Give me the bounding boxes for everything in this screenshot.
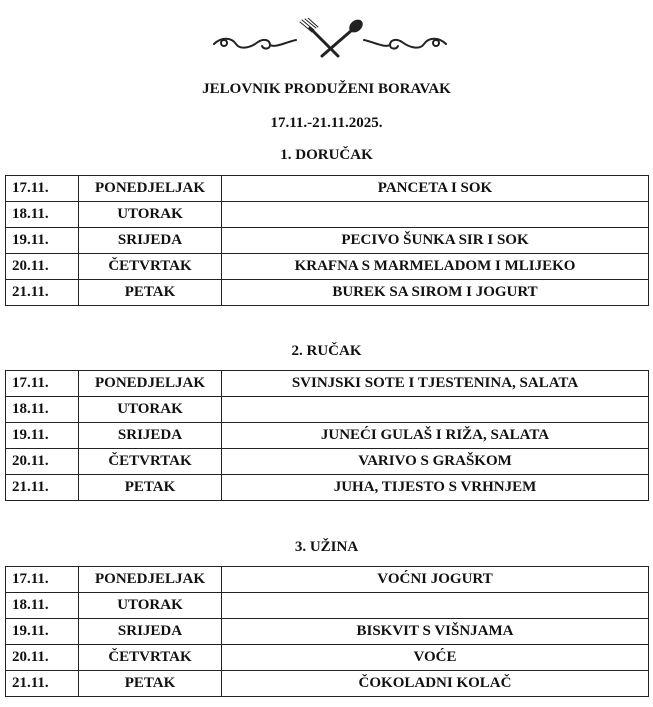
date-cell: 17.11. [6,371,79,397]
meal-cell: ČOKOLADNI KOLAČ [222,671,649,697]
table-row [6,254,649,280]
day-cell: PONEDJELJAK [79,176,222,202]
date-cell: 18.11. [6,397,79,423]
table-row [6,423,649,449]
day-cell: ČETVRTAK [79,645,222,671]
day-cell: SRIJEDA [79,228,222,254]
date-cell: 20.11. [6,645,79,671]
date-cell: 19.11. [6,228,79,254]
date-cell: 17.11. [6,567,79,593]
meal-cell: PANCETA I SOK [222,176,649,202]
date-cell: 17.11. [6,176,79,202]
table-row [6,228,649,254]
meal-cell: JUNEĆI GULAŠ I RIŽA, SALATA [222,423,649,449]
date-cell: 20.11. [6,254,79,280]
fork-and-spoon-flourish-icon [210,18,450,60]
meal-cell: JUHA, TIJESTO S VRHNJEM [222,475,649,501]
day-cell: PETAK [79,671,222,697]
day-cell: PONEDJELJAK [79,567,222,593]
date-cell: 21.11. [6,475,79,501]
section-title-snack: 3. UŽINA [294,539,359,555]
date-range: 17.11.-21.11.2025. [270,115,383,131]
page-title: JELOVNIK PRODUŽENI BORAVAK [202,81,451,97]
table-row [6,671,649,697]
meal-cell [222,397,649,423]
day-cell: PETAK [79,475,222,501]
meal-cell: BUREK SA SIROM I JOGURT [222,280,649,306]
meal-cell: VARIVO S GRAŠKOM [222,449,649,475]
table-row [6,449,649,475]
table-row [6,567,649,593]
lunch-table [5,370,649,501]
meal-cell [222,202,649,228]
section-title-lunch: 2. RUČAK [291,343,362,359]
meal-cell: VOĆNI JOGURT [222,567,649,593]
date-cell: 19.11. [6,619,79,645]
table-row [6,475,649,501]
date-cell: 18.11. [6,593,79,619]
day-cell: PONEDJELJAK [79,371,222,397]
date-cell: 21.11. [6,280,79,306]
date-cell: 19.11. [6,423,79,449]
day-cell: ČETVRTAK [79,254,222,280]
meal-cell: BISKVIT S VIŠNJAMA [222,619,649,645]
table-row [6,397,649,423]
date-cell: 20.11. [6,449,79,475]
meal-cell: VOĆE [222,645,649,671]
table-row [6,280,649,306]
meal-cell [222,593,649,619]
table-row [6,176,649,202]
snack-table [5,566,649,697]
section-title-breakfast: 1. DORUČAK [280,147,373,163]
day-cell: SRIJEDA [79,619,222,645]
date-cell: 21.11. [6,671,79,697]
table-row [6,619,649,645]
breakfast-table [5,175,649,306]
meal-cell: PECIVO ŠUNKA SIR I SOK [222,228,649,254]
day-cell: SRIJEDA [79,423,222,449]
day-cell: ČETVRTAK [79,449,222,475]
table-row [6,645,649,671]
day-cell: PETAK [79,280,222,306]
date-cell: 18.11. [6,202,79,228]
table-row [6,593,649,619]
table-row [6,202,649,228]
day-cell: UTORAK [79,397,222,423]
meal-cell: KRAFNA S MARMELADOM I MLIJEKO [222,254,649,280]
day-cell: UTORAK [79,593,222,619]
day-cell: UTORAK [79,202,222,228]
table-row [6,371,649,397]
meal-cell: SVINJSKI SOTE I TJESTENINA, SALATA [222,371,649,397]
